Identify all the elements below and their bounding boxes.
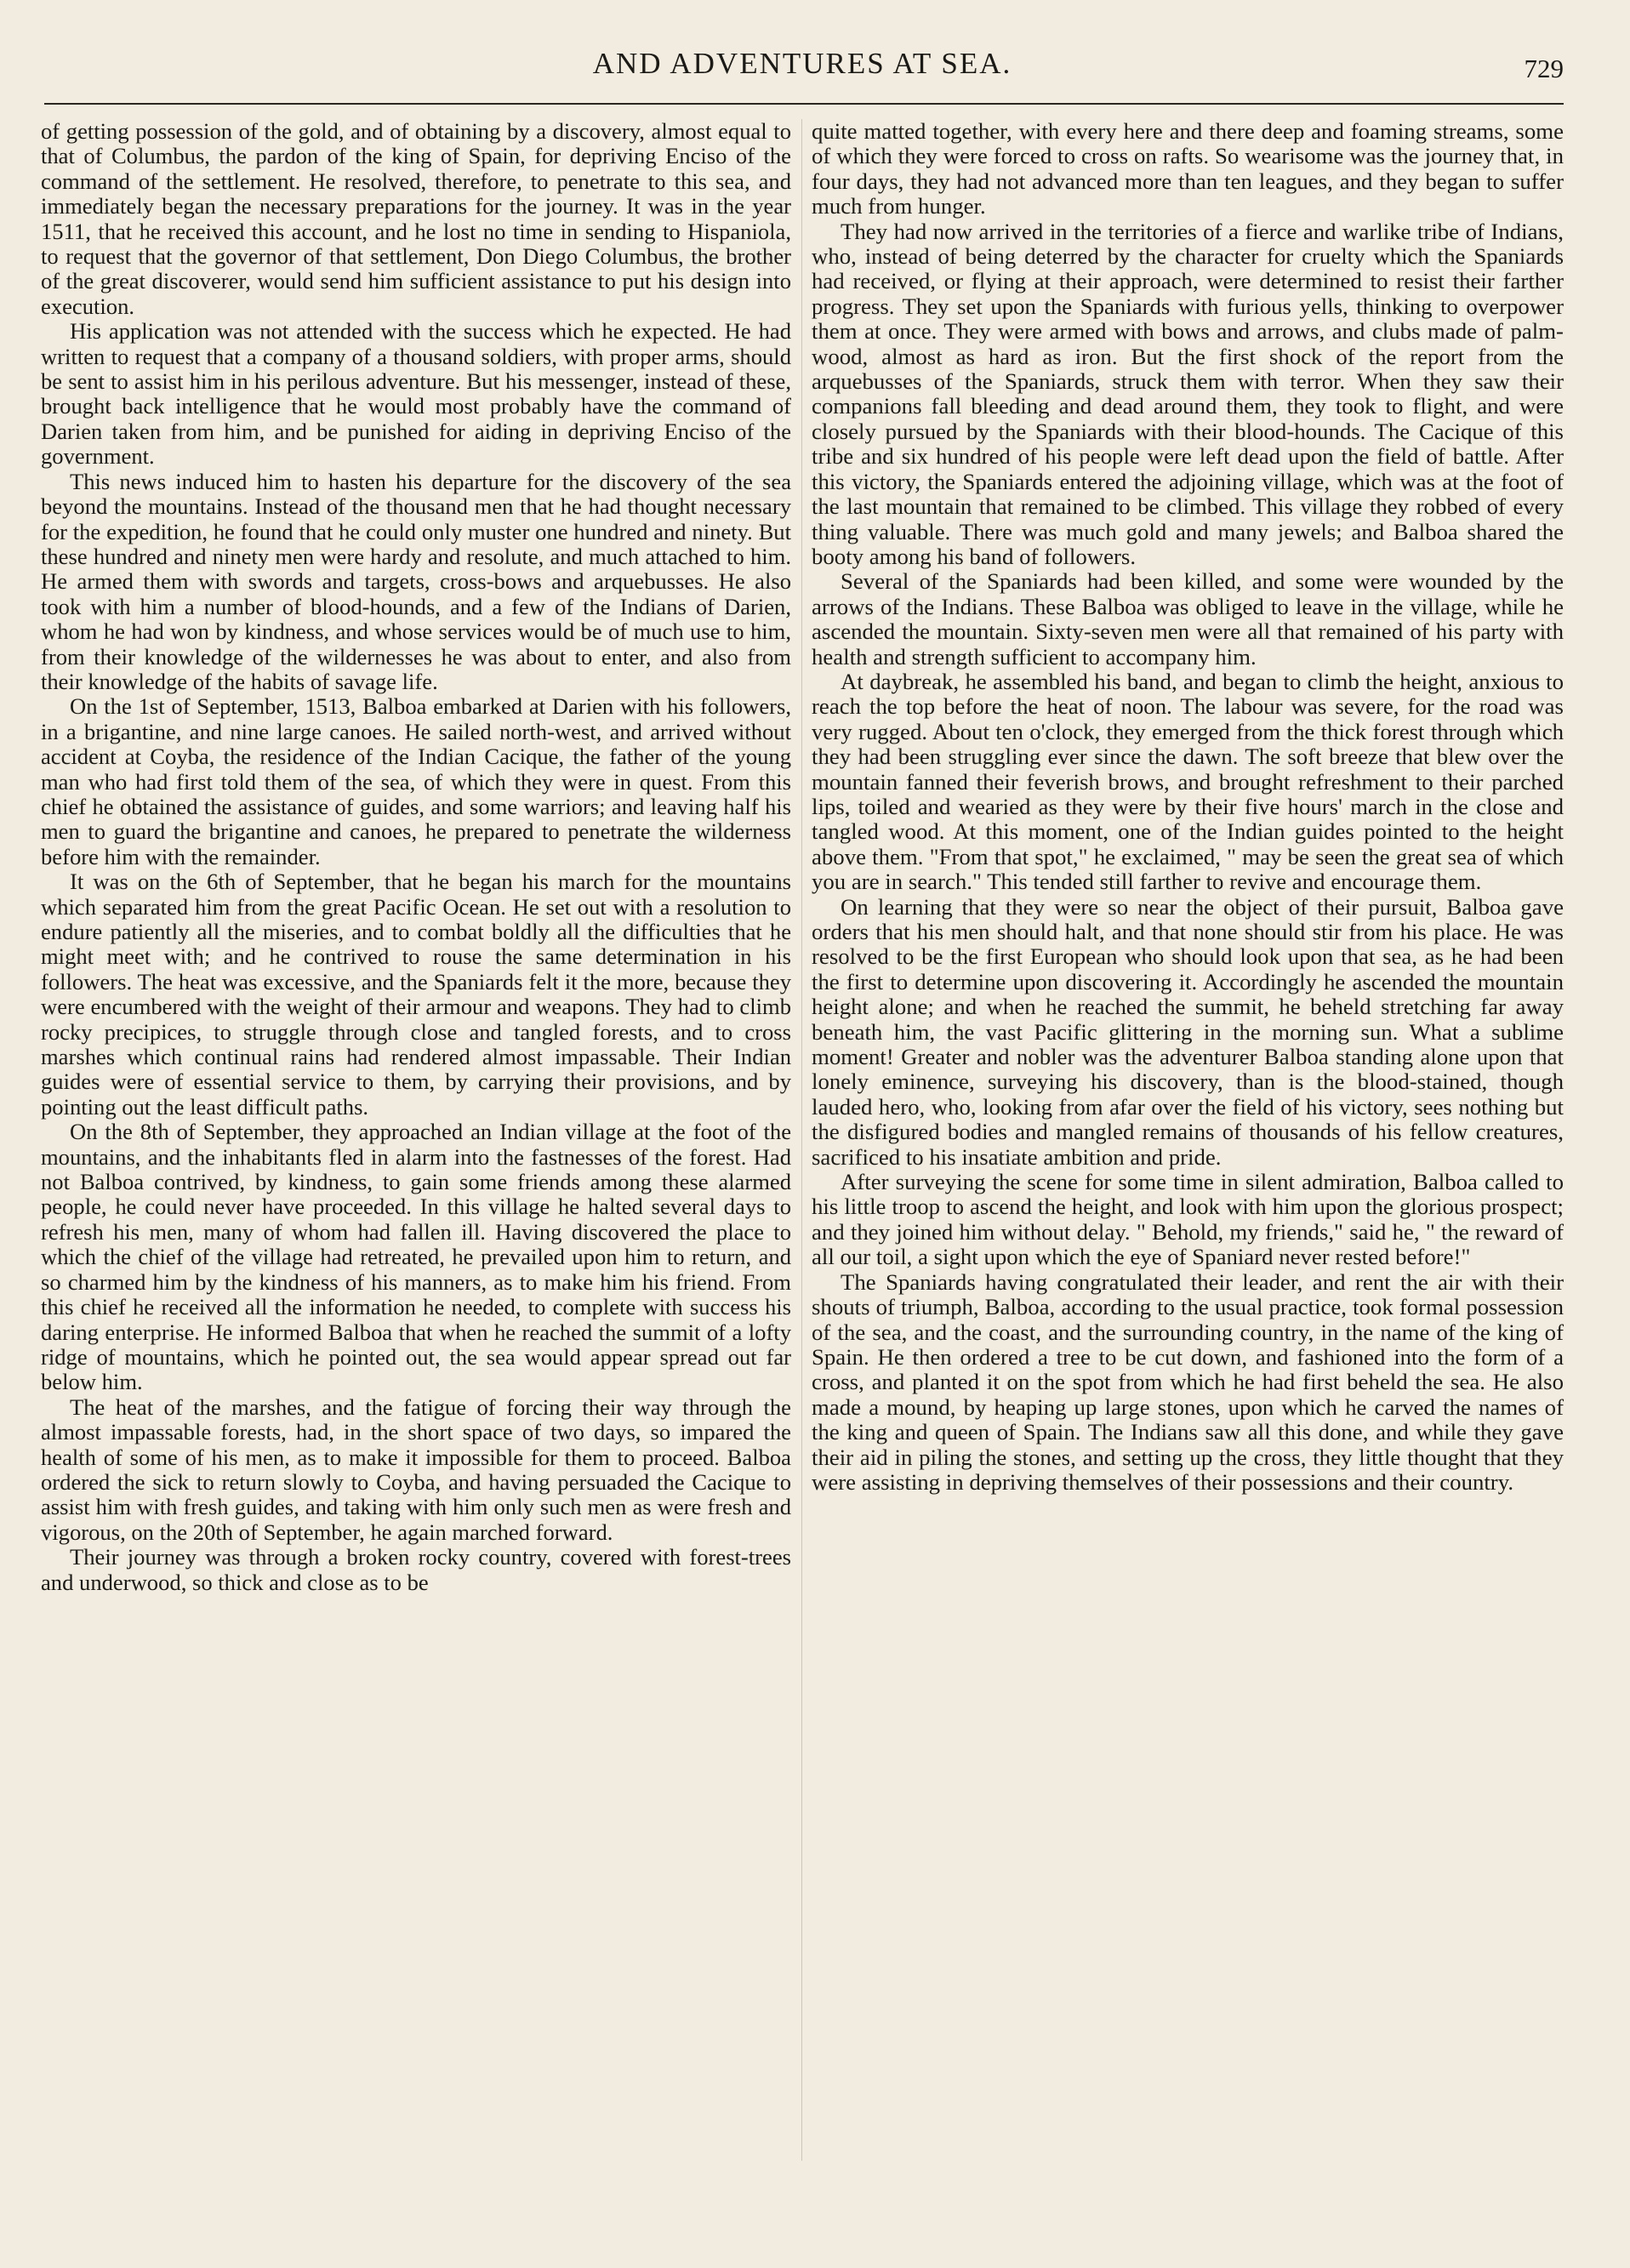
paragraph: Several of the Spaniards had been killed, and some were wounded by the arrows of the Indians. These Balboa was obliged to leave in the village, while he ascended the mountain. Sixty-seven men were all that remained of his party with health and strength sufficient to accompany him. bbox=[812, 568, 1564, 670]
paragraph: On the 1st of September, 1513, Balboa embarked at Darien with his followers, in a brigantine, and nine large canoes. He sailed north-west, and arrived without accident at Coyba, the residence of the Indian Cacique, the father of the young man who had first told them of the sea, of which they were in quest. From this chief he obtained the assistance of guides, and some warriors; and leaving half his men to guard the brigantine and canoes, he prepared to penetrate the wilderness before him with the remainder. bbox=[41, 693, 791, 869]
page-number: 729 bbox=[1524, 54, 1564, 83]
running-title: AND ADVENTURES AT SEA. bbox=[592, 47, 1012, 80]
paragraph: His application was not attended with the success which he expected. He had written to request that a company of a thousand soldiers, with proper arms, should be sent to assist him in his perilous adventure. But his messenger, instead of these, brought back intelligence that he would most probably have the command of Darien taken from him, and be punished for aiding in depriving Enciso of the government. bbox=[41, 318, 791, 470]
paragraph: of getting possession of the gold, and of obtaining by a discovery, almost equal to that of Columbus, the pardon of the king of Spain, for depriving Enciso of the command of the settlement. He resolved, therefore, to penetrate to this sea, and immediately began the necessary preparations for the journey. It was in the year 1511, that he received this account, and he lost no time in sending to Hispaniola, to request that the governor of that settlement, Don Diego Columbus, the brother of the great discoverer, would send him sufficient assistance to put his design into execution. bbox=[41, 118, 791, 319]
header-rule bbox=[44, 103, 1564, 105]
paragraph: On learning that they were so near the object of their pursuit, Balboa gave orders that his men should halt, and that none should stir from his place. He was resolved to be the first European who should look upon that sea, as he had been the first to determine upon discovering it. Accordingly he ascended the mountain height alone; and when he reached the summit, he beheld stretching far away beneath him, the vast Pacific glittering in the morning sun. What a sublime moment! Greater and nobler was the adventurer Balboa standing alone upon that lonely eminence, surveying his discovery, than is the blood-stained, though lauded hero, who, looking from afar over the field of his victory, sees nothing but the disfigured bodies and mangled remains of thousands of his fellow creatures, sacrificed to his insatiate ambition and pride. bbox=[812, 893, 1564, 1170]
page-header bbox=[41, 47, 1564, 98]
paragraph: On the 8th of September, they approached an Indian village at the foot of the mountains, and the inhabitants fled in alarm into the fastnesses of the forest. Had not Balboa contrived, by kindness, to gain some friends among these alarmed people, he could never have proceeded. In this village he halted several days to refresh his men, many of whom had fallen ill. Having discovered the place to which the chief of the village had retreated, he prevailed upon him to return, and so charmed him by the kindness of his manners, as to make him his friend. From this chief he received all the information he needed, to complete with success his daring enterprise. He informed Balboa that when he reached the summit of a lofty ridge of mountains, which he pointed out, the sea would appear spread out far below him. bbox=[41, 1119, 791, 1395]
paragraph: quite matted together, with every here and there deep and foaming streams, some of which they were forced to cross on rafts. So wearisome was the journey that, in four days, they had not advanced more than ten leagues, and they began to suffer much from hunger. bbox=[812, 118, 1564, 219]
paragraph: After surveying the scene for some time in silent admiration, Balboa called to his little troop to ascend the height, and look with him upon the glorious prospect; and they joined him without delay. " Behold, my friends," said he, " the reward of all our toil, a sight upon which the eye of Spaniard never rested before!" bbox=[812, 1169, 1564, 1270]
left-column bbox=[41, 119, 791, 1595]
column-divider bbox=[801, 119, 802, 2161]
paragraph: This news induced him to hasten his departure for the discovery of the sea beyond the mountains. Instead of the thousand men that he had thought necessary for the expedition, he found that he could only muster one hundred and ninety. But these hundred and ninety men were hardy and resolute, and much attached to him. He armed them with swords and targets, cross-bows and arquebusses. He also took with him a number of blood-hounds, and a few of the Indians of Darien, whom he had won by kindness, and whose services would be of much use to him, from their knowledge of the wildernesses he was about to enter, and also from their knowledge of the habits of savage life. bbox=[41, 468, 791, 694]
right-column bbox=[812, 119, 1564, 1495]
paragraph: They had now arrived in the territories of a fierce and warlike tribe of Indians, who, instead of being deterred by the character for cruelty which the Spaniards had received, or flying at their approach, were determined to resist their farther progress. They set upon the Spaniards with furious yells, thinking to overpower them at once. They were armed with bows and arrows, and clubs made of palm-wood, almost as hard as iron. But the first shock of the report from the arquebusses of the Spaniards, struck them with terror. When they saw their companions fall bleeding and dead around them, they took to flight, and were closely pursued by the Spaniards with their blood-hounds. The Cacique of this tribe and six hundred of his people were left dead upon the field of battle. After this victory, the Spaniards entered the adjoining village, which was at the foot of the last mountain that remained to be climbed. This village they robbed of every thing valuable. There was much gold and many jewels; and Balboa shared the booty among his band of followers. bbox=[812, 218, 1564, 569]
paragraph: The heat of the marshes, and the fatigue of forcing their way through the almost impassable forests, had, in the short space of two days, so impared the health of some of his men, as to make it impossible for them to proceed. Balboa ordered the sick to return slowly to Coyba, and having persuaded the Cacique to assist him with fresh guides, and taking with him only such men as were fresh and vigorous, on the 20th of September, he again marched forward. bbox=[41, 1393, 791, 1545]
paragraph: The Spaniards having congratulated their leader, and rent the air with their shouts of triumph, Balboa, according to the usual practice, took formal possession of the sea, and the coast, and the surrounding country, in the name of the king of Spain. He then ordered a tree to be cut down, and fashioned into the form of a cross, and planted it on the spot from which he had first beheld the sea. He also made a mound, by heaping up large stones, upon which he carved the names of the king and queen of Spain. The Indians saw all this done, and while they gave their aid in piling the stones, and setting up the cross, they little thought that they were assisting in depriving themselves of their possessions and their country. bbox=[812, 1268, 1564, 1495]
paragraph: At daybreak, he assembled his band, and began to climb the height, anxious to reach the top before the heat of noon. The labour was severe, for the road was very rugged. About ten o'clock, they emerged from the thick forest through which they had been struggling ever since the dawn. The soft breeze that blew over the mountain fanned their feverish brows, and brought refreshment to their parched lips, toiled and wearied as they were by their five hours' march in the close and tangled wood. At this moment, one of the Indian guides pointed to the height above them. "From that spot," he exclaimed, " may be seen the great sea of which you are in search." This tended still farther to revive and encourage them. bbox=[812, 668, 1564, 895]
paragraph: It was on the 6th of September, that he began his march for the mountains which separated him from the great Pacific Ocean. He set out with a resolution to endure patiently all the miseries, and to combat boldly all the difficulties that he might meet with; and he contrived to rouse the same determination in his followers. The heat was excessive, and the Spaniards felt it the more, because they were encumbered with the weight of their armour and weapons. They had to climb rocky precipices, to struggle through close and tangled forests, and to cross marshes which continual rains had rendered almost impassable. Their Indian guides were of essential service to them, by carrying their provisions, and by pointing out the least difficult paths. bbox=[41, 869, 791, 1120]
paragraph: Their journey was through a broken rocky country, covered with forest-trees and underwood, so thick and close as to be bbox=[41, 1544, 791, 1595]
